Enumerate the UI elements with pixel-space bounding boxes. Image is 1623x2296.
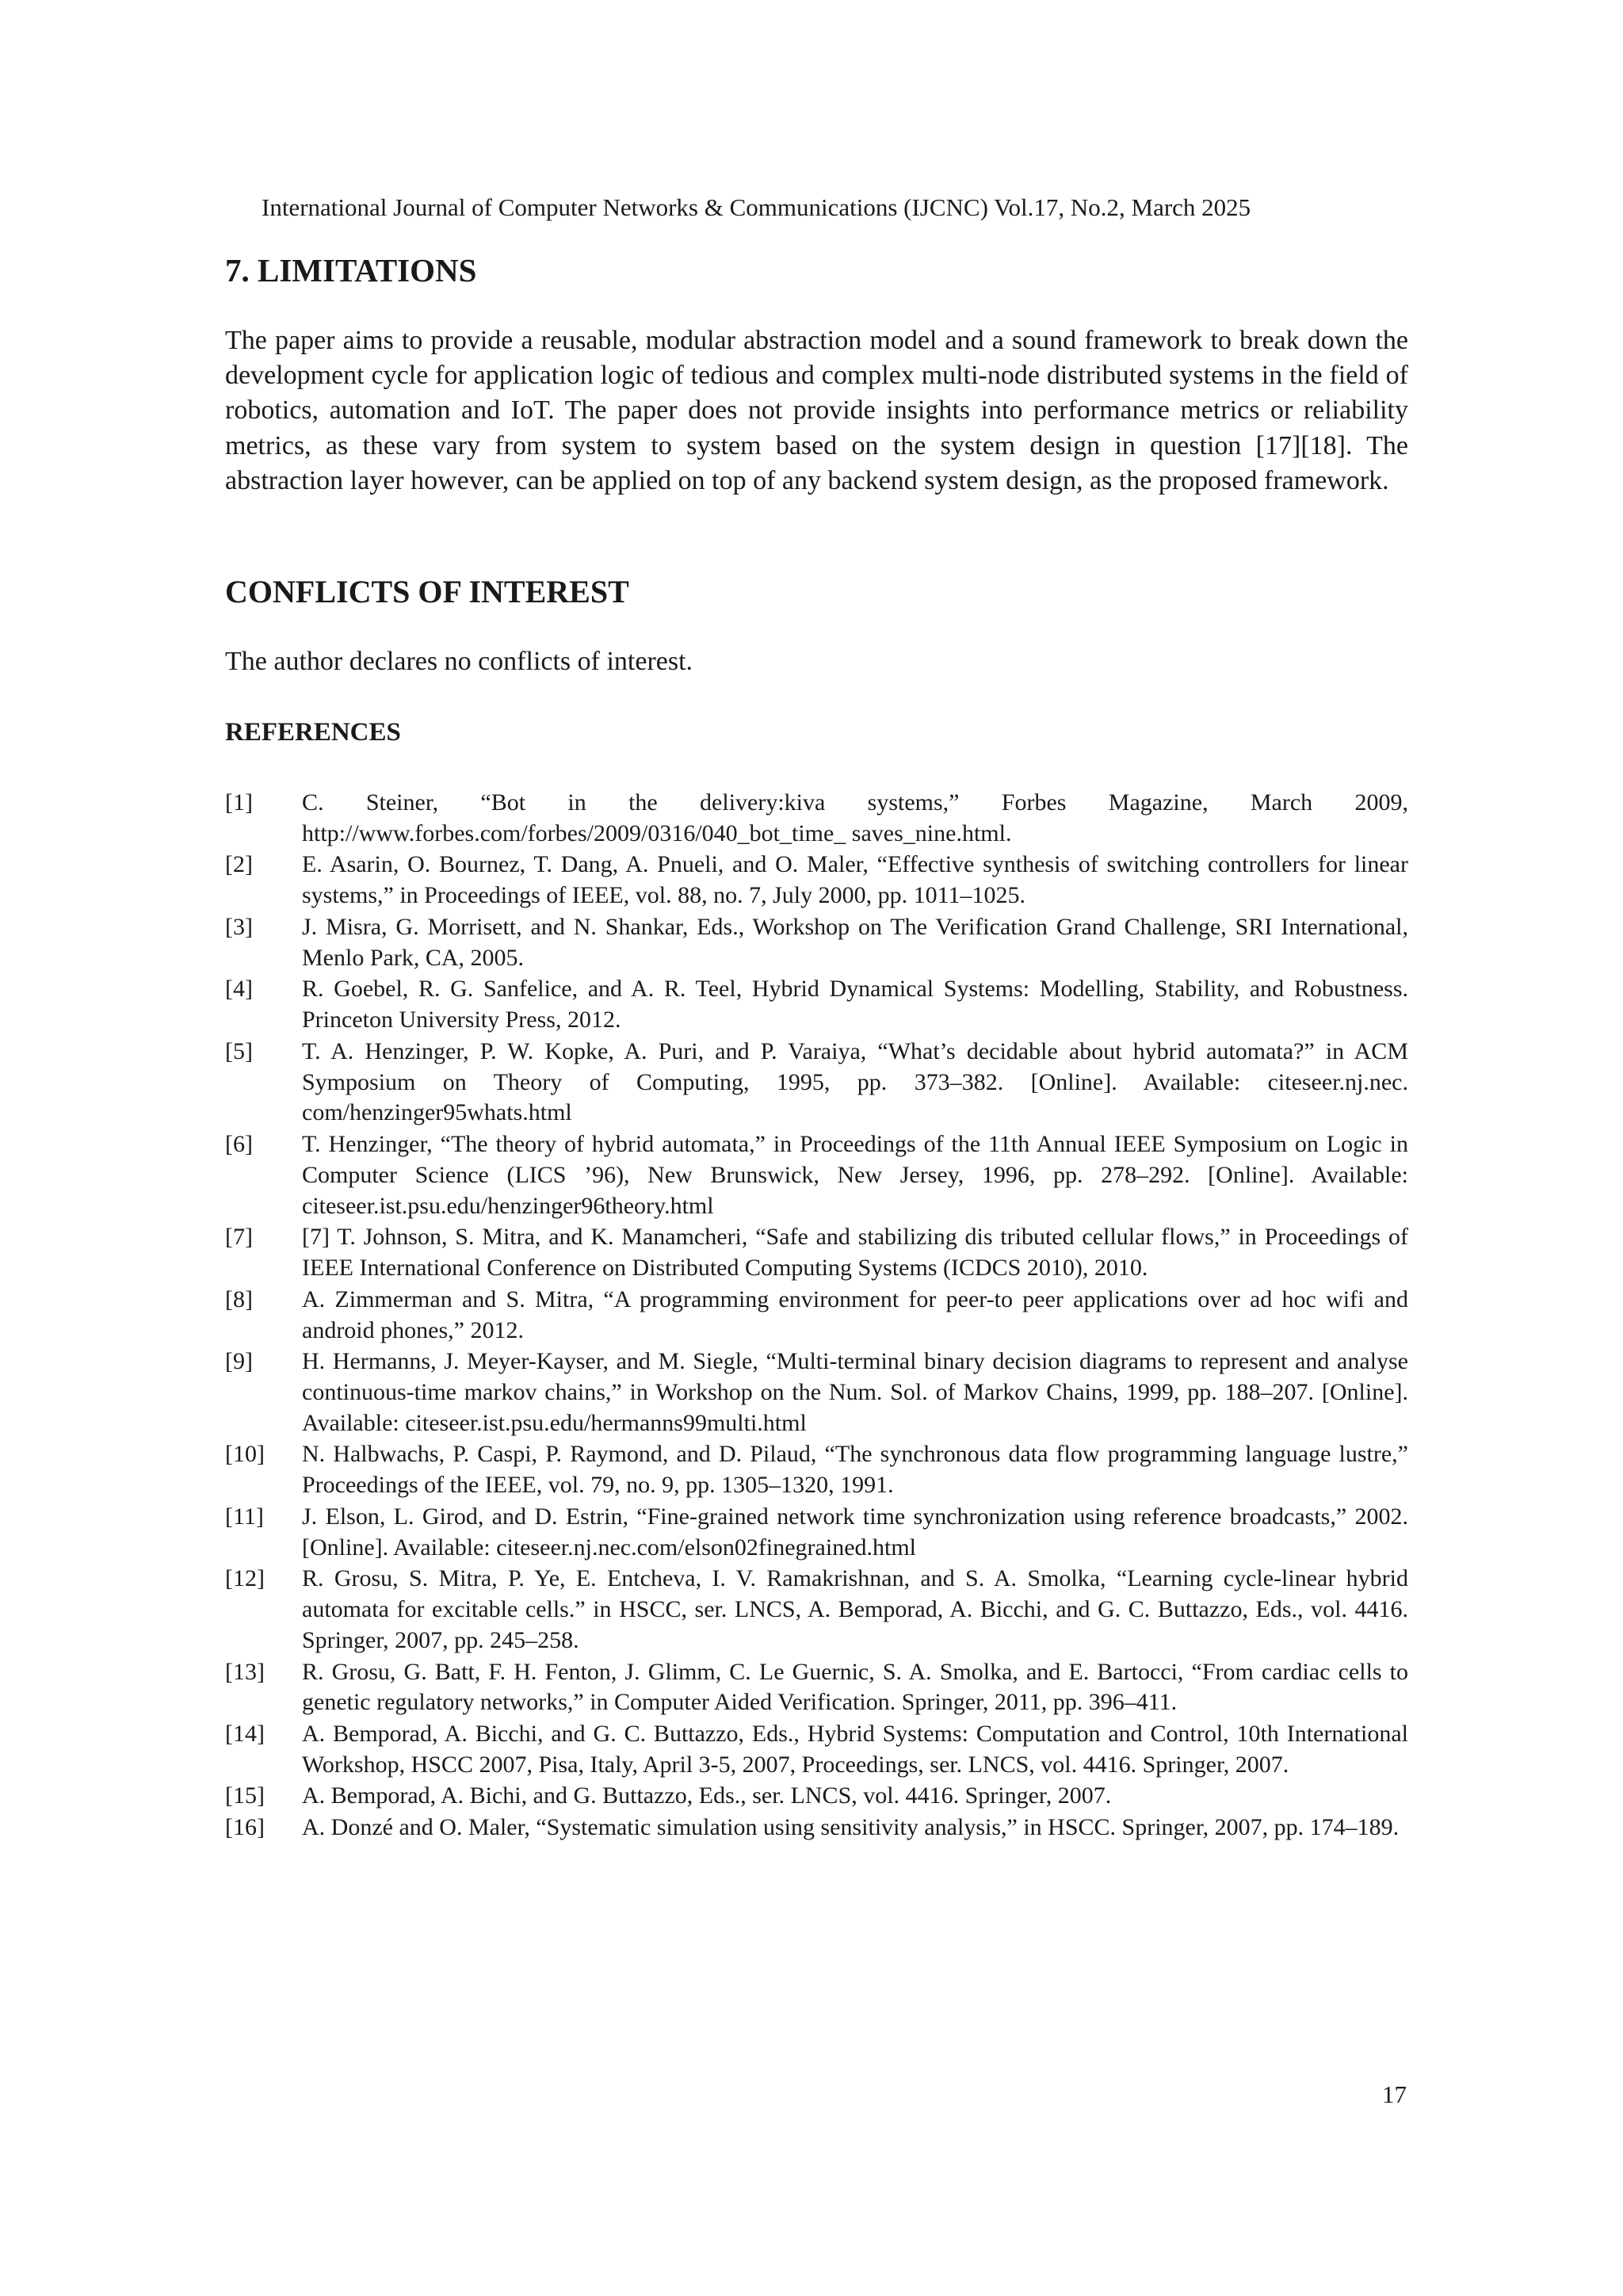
reference-text: N. Halbwachs, P. Caspi, P. Raymond, and D. Pilaud, “The synchronous data flow programming language lustre,” Proceedings of the IEEE, vol. 79, no. 9, pp. 1305–1320, 1991. [302,1441,1408,1499]
section-heading-limitations [225,254,476,287]
reference-item [225,1813,1408,1843]
reference-text: E. Asarin, O. Bournez, T. Dang, A. Pnueli, and O. Maler, “Effective synthesis of switching controllers for linear systems,” in Proceedings of IEEE, vol. 88, no. 7, July 2000, pp. 1011–1025. [302,851,1408,909]
reference-item [225,1657,1408,1719]
reference-number: [16] [225,1813,265,1840]
section-heading-references: REFERENCES [225,718,401,747]
reference-text: A. Donzé and O. Maler, “Systematic simulation using sensitivity analysis,” in HSCC. Springer, 2007, pp. 174–189. [302,1813,1400,1840]
reference-number: [13] [225,1658,265,1685]
reference-item [225,1502,1408,1564]
reference-text: C. Steiner, “Bot in the delivery:kiva systems,” Forbes Magazine, March 2009, http://www.forbes.com/forbes/2009/0316/040_bot_time_ saves_nine.html. [302,789,1408,846]
reference-item [225,1129,1408,1222]
reference-text: A. Zimmerman and S. Mitra, “A programming environment for peer-to peer applications over ad hoc wifi and android phones,” 2012. [302,1286,1408,1343]
reference-list [225,788,1408,1843]
reference-item [225,1222,1408,1284]
reference-text: R. Goebel, R. G. Sanfelice, and A. R. Teel, Hybrid Dynamical Systems: Modelling, Stability, and Robustness. Princeton University Press, 2012. [302,976,1408,1033]
reference-number: [8] [225,1286,253,1312]
reference-item [225,912,1408,974]
reference-number: [2] [225,851,253,878]
reference-number: [1] [225,789,253,816]
reference-text: A. Bemporad, A. Bichi, and G. Buttazzo, Eds., ser. LNCS, vol. 4416. Springer, 2007. [302,1782,1112,1809]
reference-text: R. Grosu, G. Batt, F. H. Fenton, J. Glimm, C. Le Guernic, S. A. Smolka, and E. Bartocci, “From cardiac cells to genetic regulatory networks,” in Computer Aided Verification. Springer, 2011, pp. 396–411. [302,1658,1408,1716]
reference-number: [6] [225,1130,253,1157]
reference-item [225,1347,1408,1439]
reference-item [225,1439,1408,1501]
reference-item [225,1564,1408,1656]
reference-number: [14] [225,1720,265,1747]
reference-number: [7] [225,1224,253,1251]
reference-text: A. Bemporad, A. Bicchi, and G. C. Buttazzo, Eds., Hybrid Systems: Computation and Control, 10th International Workshop, HSCC 2007, Pisa, Italy, April 3-5, 2007, Proceedings, ser. LNCS, vol. 4416. Springer, 2007. [302,1720,1408,1778]
reference-number: [3] [225,913,253,940]
reference-number: [4] [225,976,253,1003]
reference-item [225,788,1408,850]
limitations-paragraph: The paper aims to provide a reusable, modular abstraction model and a sound framework to break down the development cycle for application logic of tedious and complex multi-node distributed systems in the field of robotics, automation and IoT. The paper does not provide insights into performance metrics or reliability metrics, as these vary from system to system based on the system design in question [17][18]. The abstraction layer however, can be applied on top of any backend system design, as the proposed framework. [225,326,1408,495]
conflicts-paragraph: The author declares no conflicts of interest. [225,647,693,676]
reference-number: [12] [225,1565,265,1592]
reference-item [225,1719,1408,1781]
reference-number: [11] [225,1503,264,1530]
reference-text: T. A. Henzinger, P. W. Kopke, A. Puri, and P. Varaiya, “What’s decidable about hybrid automata?” in ACM Symposium on Theory of Computing, 1995, pp. 373–382. [Online]. Available: citeseer.nj.nec. com/henzinger95whats.html [302,1037,1408,1126]
page-number: 17 [1382,2080,1407,2108]
reference-text: J. Elson, L. Girod, and D. Estrin, “Fine-grained network time synchronization using reference broadcasts,” 2002. [Online]. Available: citeseer.nj.nec.com/elson02finegrained.html [302,1503,1408,1561]
reference-item [225,1037,1408,1129]
reference-item [225,974,1408,1036]
reference-text: T. Henzinger, “The theory of hybrid automata,” in Proceedings of the 11th Annual IEEE Symposium on Logic in Computer Science (LICS ’96), New Brunswick, New Jersey, 1996, pp. 278–292. [Online]. Available: citeseer.ist.psu.edu/henzinger96theory.html [302,1130,1408,1219]
reference-item [225,1781,1408,1812]
reference-item [225,1285,1408,1347]
reference-text: [7] T. Johnson, S. Mitra, and K. Manamcheri, “Safe and stabilizing dis tributed cellular flows,” in Proceedings of IEEE International Conference on Distributed Computing Systems (ICDCS 2010), 2010. [302,1224,1408,1282]
running-header: International Journal of Computer Networks & Communications (IJCNC) Vol.17, No.2, March 2025 [262,193,1251,221]
reference-number: [9] [225,1348,253,1375]
section-number: 7. [225,252,250,288]
reference-item [225,850,1408,911]
reference-text: R. Grosu, S. Mitra, P. Ye, E. Entcheva, I. V. Ramakrishnan, and S. A. Smolka, “Learning cycle-linear hybrid automata for excitable cells.” in HSCC, ser. LNCS, A. Bemporad, A. Bicchi, and G. C. Buttazzo, Eds., vol. 4416. Springer, 2007, pp. 245–258. [302,1565,1408,1653]
reference-number: [5] [225,1037,253,1064]
reference-text: J. Misra, G. Morrisett, and N. Shankar, Eds., Workshop on The Verification Grand Challenge, SRI International, Menlo Park, CA, 2005. [302,913,1408,971]
section-heading-conflicts: CONFLICTS OF INTEREST [225,574,629,609]
reference-number: [15] [225,1782,265,1809]
reference-text: H. Hermanns, J. Meyer-Kayser, and M. Siegle, “Multi-terminal binary decision diagrams to represent and analyse continuous-time markov chains,” in Workshop on the Num. Sol. of Markov Chains, 1999, pp. 188–207. [Online]. Available: citeseer.ist.psu.edu/hermanns99multi.html [302,1348,1408,1436]
section-title: LIMITATIONS [258,252,477,288]
reference-number: [10] [225,1441,265,1468]
